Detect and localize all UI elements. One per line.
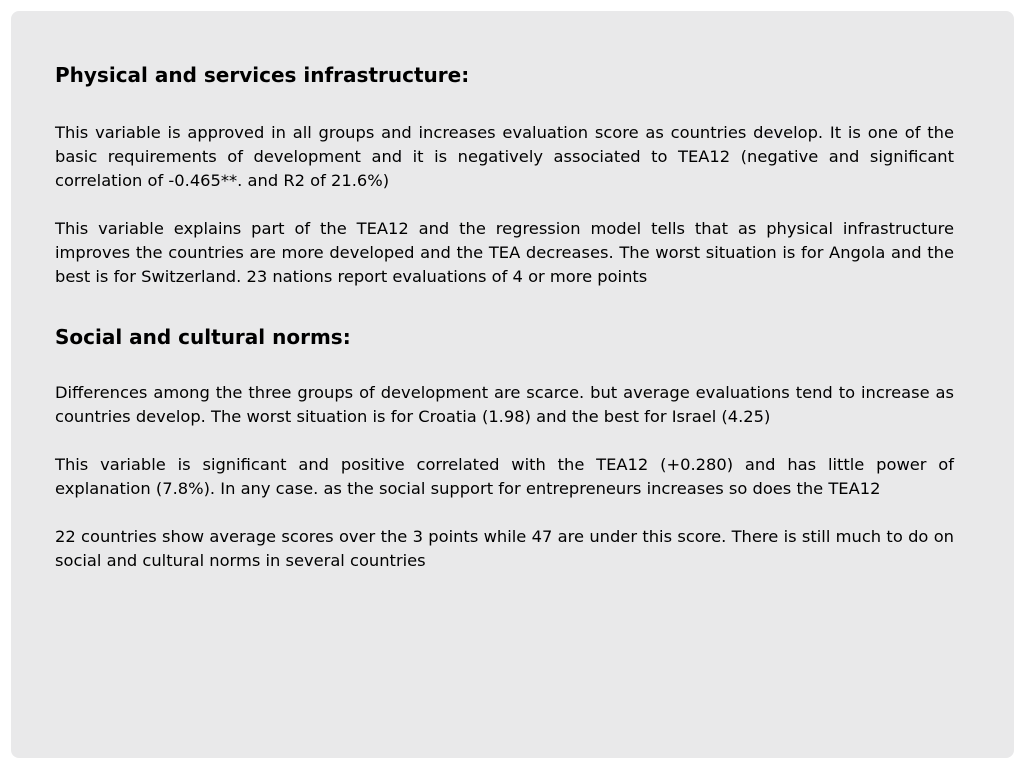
slide-card xyxy=(11,11,1014,758)
social-norms-paragraph-2: This variable is significant and positive correlated with the TEA12 (+0.280) and has little power of explanation (7.8%). In any case. as the social support for entrepreneurs increases so does the TEA12 xyxy=(55,455,954,498)
section-heading-social-norms: Social and cultural norms: xyxy=(55,325,351,349)
infrastructure-paragraph-2: This variable explains part of the TEA12 and the regression model tells that as physical infrastructure improves the countries are more developed and the TEA decreases. The worst situation is for Angola and the best is for Switzerland. 23 nations report evaluations of 4 or more points xyxy=(55,219,954,286)
slide-content xyxy=(55,60,954,573)
social-norms-paragraph-1: Differences among the three groups of development are scarce. but average evaluations tend to increase as countries develop. The worst situation is for Croatia (1.98) and the best for Israel (4.25) xyxy=(55,383,954,426)
social-norms-paragraph-3: 22 countries show average scores over the 3 points while 47 are under this score. There is still much to do on social and cultural norms in several countries xyxy=(55,527,954,570)
infrastructure-paragraph-1: This variable is approved in all groups and increases evaluation score as countries develop. It is one of the basic requirements of development and it is negatively associated to TEA12 (negative and significant correlation of -0.465**. and R2 of 21.6%) xyxy=(55,123,954,190)
section-heading-infrastructure: Physical and services infrastructure: xyxy=(55,63,470,87)
